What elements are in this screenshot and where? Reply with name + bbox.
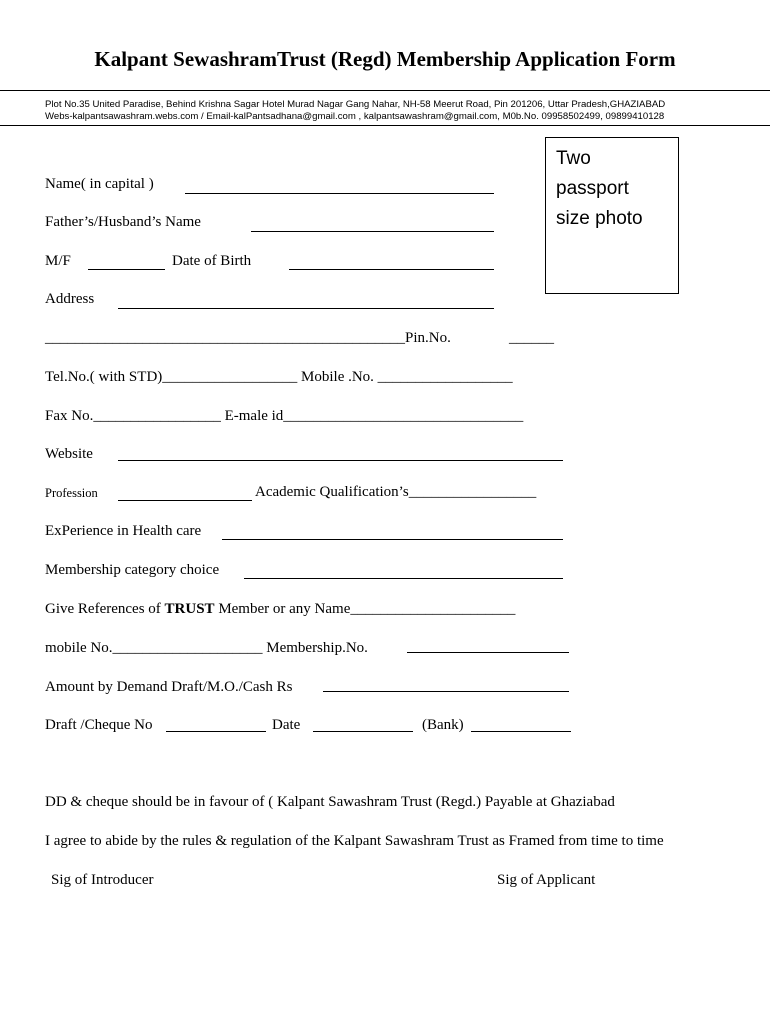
references-label-start: Give References of [45,601,165,617]
membership-category-label: Membership category choice [45,562,220,578]
bank-label: (Bank) [422,717,464,733]
amount-label: Amount by Demand Draft/M.O./Cash Rs [45,679,293,695]
tel-mobile-row[interactable]: Tel.No.( with STD)__________________ Mobile .No. __________________ [45,369,513,385]
gender-field[interactable] [88,269,165,270]
photo-box-text-1: Two [556,148,591,169]
experience-label: ExPerience in Health care [45,523,202,539]
references-trust-word: TRUST [164,601,215,617]
references-label-end: Member or any Name______________________ [214,601,516,617]
passport-photo-box [545,137,679,294]
father-husband-name-label: Father’s/Husband’s Name [45,214,201,230]
academic-qualification-row[interactable]: Academic Qualification’s_________________ [255,484,537,500]
date-of-birth-label: Date of Birth [172,253,252,269]
experience-field[interactable] [222,539,563,540]
date-of-birth-field[interactable] [289,269,494,270]
address-field[interactable] [118,308,494,309]
membership-number-field[interactable] [407,652,569,653]
date-label: Date [272,717,301,733]
form-title: Kalpant SewashramTrust (Regd) Membership Application Form [94,47,676,71]
fax-email-row[interactable]: Fax No._________________ E-male id________________________________ [45,408,524,424]
payment-instructions: DD & cheque should be in favour of ( Kalpant Sawashram Trust (Regd.) Payable at Ghaziabad [45,794,615,810]
profession-label: Profession [45,486,98,500]
profession-field[interactable] [118,500,252,501]
name-field[interactable] [185,193,494,194]
bank-field[interactable] [471,731,571,732]
membership-category-field[interactable] [244,578,563,579]
date-field[interactable] [313,731,413,732]
contact-line: Webs-kalpantsawashram.webs.com / Email-kalPantsadhana@gmail.com , kalpantsawashram@gmail.com, M0b.No. 09958502499, 09899410128 [45,111,665,122]
father-husband-name-field[interactable] [251,231,494,232]
header-divider-bottom [0,125,770,126]
references-row[interactable] [45,601,515,618]
photo-box-text-3: size photo [556,208,643,229]
pin-field[interactable]: ______ [509,330,554,346]
address-line-1: Plot No.35 United Paradise, Behind Krishna Sagar Hotel Murad Nagar Gang Nahar, NH-58 Meerut Road, Pin 201206, Uttar Pradesh,GHAZIABAD [45,99,666,110]
mobile-membership-label[interactable]: mobile No.____________________ Membership.No. [45,640,368,656]
header-divider-top [0,90,770,91]
name-label: Name( in capital ) [45,176,154,192]
address-continuation-pin-label[interactable]: ________________________________________________Pin.No. [45,330,451,346]
gender-label: M/F [45,253,71,269]
agreement-statement: I agree to abide by the rules & regulation of the Kalpant Sawashram Trust as Framed from time to time [45,833,664,849]
applicant-signature-label: Sig of Applicant [497,872,596,888]
website-label: Website [45,446,93,462]
photo-box-text-2: passport [556,178,629,199]
draft-cheque-label: Draft /Cheque No [45,717,153,733]
draft-cheque-field[interactable] [166,731,266,732]
amount-field[interactable] [323,691,569,692]
website-field[interactable] [118,460,563,461]
introducer-signature-label: Sig of Introducer [51,872,154,888]
address-label: Address [45,291,95,307]
